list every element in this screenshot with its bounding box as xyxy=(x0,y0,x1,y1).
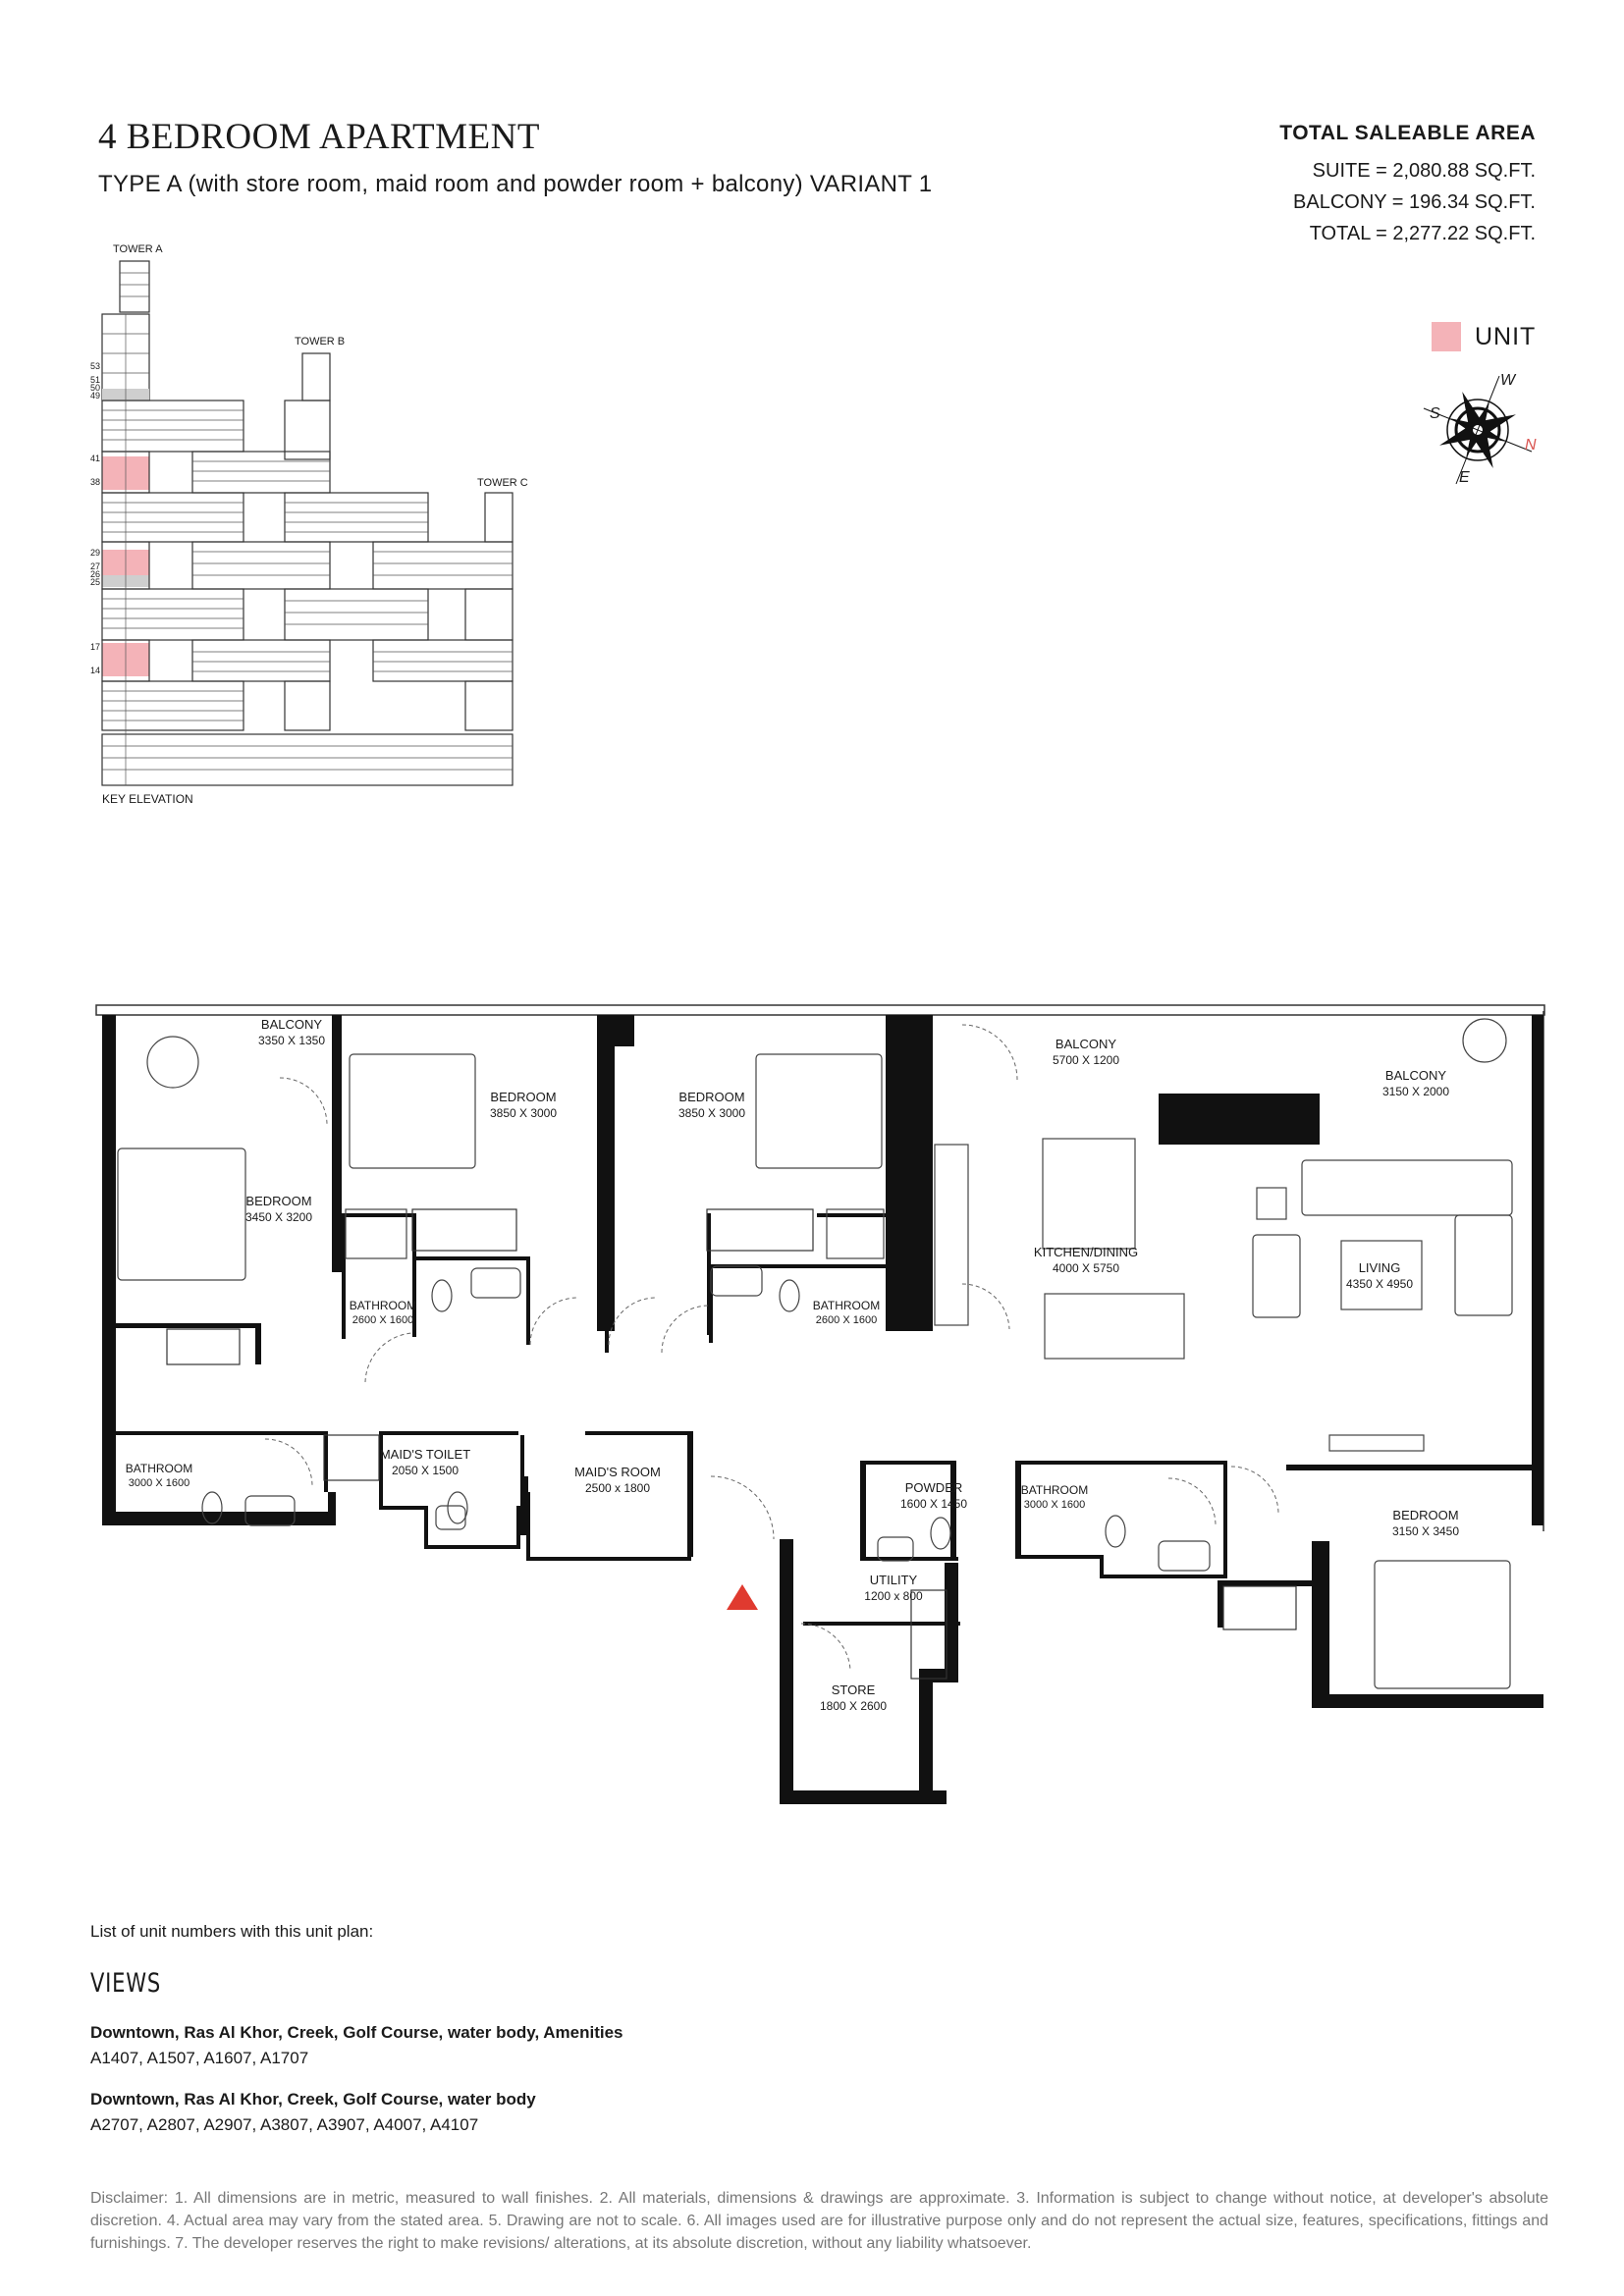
view-group xyxy=(90,2020,623,2071)
floor-label: 50 xyxy=(90,383,101,393)
room-dim: 3000 X 1600 xyxy=(128,1477,190,1489)
room-name: BATHROOM xyxy=(349,1299,417,1312)
room-name: BEDROOM xyxy=(678,1090,745,1104)
floor-label: 14 xyxy=(90,666,101,675)
floor-label: 26 xyxy=(90,569,101,579)
disclaimer: Disclaimer: 1. All dimensions are in metric, measured to wall finishes. 2. All materials, dimensions & drawings are approximate. 3. Information is subject to change without notice, at developer's absolute discretion. 4. Actual area may vary from the stated area. 5. Drawing are not to scale. 6. All images used are for illustrative purpose only and do not represent the actual size, features, specifications, fittings and furnishings. 7. The developer reserves the right to make revisions/ alterations, at its absolute discretion, without any liability whatsoever. xyxy=(90,2190,1548,2252)
view-group-units: A2707, A2807, A2907, A3807, A3907, A4007, A4107 xyxy=(90,2115,479,2134)
tower-a-crown xyxy=(120,261,149,312)
floor-label: 17 xyxy=(90,642,101,652)
compass-e-label: E xyxy=(1459,469,1470,486)
entrance-marker-icon xyxy=(727,1584,758,1610)
room-dim: 3850 X 3000 xyxy=(677,1106,746,1120)
tower-b-wing-1 xyxy=(192,452,330,493)
floor-label: 38 xyxy=(90,477,101,487)
view-group-units: A1407, A1507, A1607, A1707 xyxy=(90,2049,309,2067)
tower-b-wing-5 xyxy=(192,640,330,681)
room-dim: 3350 X 1350 xyxy=(257,1034,326,1047)
units-intro: List of unit numbers with this unit plan: xyxy=(90,1922,374,1941)
room-dim: 3150 X 2000 xyxy=(1381,1085,1450,1098)
room-name: BEDROOM xyxy=(490,1090,557,1104)
tower-c-crown xyxy=(485,493,513,542)
room-dim: 3850 X 3000 xyxy=(489,1106,558,1120)
room-name: MAID'S TOILET xyxy=(379,1447,471,1462)
views-heading: VIEWS xyxy=(90,1968,162,1999)
room-name: MAID'S ROOM xyxy=(574,1465,661,1479)
room-dim: 1200 x 800 xyxy=(864,1589,923,1603)
room-dim: 3450 X 3200 xyxy=(244,1210,313,1224)
tower-b-label: TOWER B xyxy=(295,336,346,347)
tower-c-wing-1 xyxy=(373,542,513,589)
room-dim: 1800 X 2600 xyxy=(819,1699,888,1713)
tower-b-base xyxy=(285,681,330,730)
room-name: BALCONY xyxy=(1055,1037,1117,1051)
key-elevation xyxy=(90,243,528,806)
view-group-title: Downtown, Ras Al Khor, Creek, Golf Course, water body, Amenities xyxy=(90,2023,623,2042)
room-dim: 4350 X 4950 xyxy=(1345,1277,1414,1291)
living-furniture xyxy=(147,1019,1512,1451)
tower-b-wing-4 xyxy=(285,589,428,640)
room-dim: 3000 X 1600 xyxy=(1023,1499,1086,1511)
saleable-area-heading: TOTAL SALEABLE AREA xyxy=(1279,122,1536,144)
tower-c-mid xyxy=(465,589,513,640)
floor-label: 41 xyxy=(90,454,101,463)
view-group xyxy=(90,2087,536,2138)
room-name: BEDROOM xyxy=(1392,1508,1459,1522)
floor-label: 51 xyxy=(90,375,101,385)
floor-label: 27 xyxy=(90,561,101,571)
room-name: BATHROOM xyxy=(812,1299,881,1312)
tower-a-wing-3 xyxy=(102,589,244,640)
room-dim: 4000 X 5750 xyxy=(1052,1261,1120,1275)
room-name: KITCHEN/DINING xyxy=(1033,1245,1139,1259)
room-name: BATHROOM xyxy=(1020,1483,1089,1497)
tower-a-label: TOWER A xyxy=(113,243,163,255)
tower-a-wing-4 xyxy=(102,681,244,730)
tower-c-base xyxy=(465,681,513,730)
view-group-title: Downtown, Ras Al Khor, Creek, Golf Course, water body xyxy=(90,2090,536,2109)
structural-walls xyxy=(102,1015,1543,1804)
room-name: LIVING xyxy=(1358,1260,1401,1275)
tower-b-crown xyxy=(302,353,330,400)
tower-b-upper xyxy=(285,400,330,459)
room-name: UTILITY xyxy=(869,1573,918,1587)
room-name: BALCONY xyxy=(1384,1068,1447,1083)
suite-area: SUITE = 2,080.88 SQ.FT. xyxy=(1312,160,1536,182)
compass-rose-icon xyxy=(1424,376,1532,484)
room-name: BEDROOM xyxy=(245,1194,312,1208)
facade-glazing xyxy=(96,1005,1544,1015)
room-dim: 2600 X 1600 xyxy=(352,1314,414,1326)
compass-s-label: S xyxy=(1430,405,1440,422)
tower-a-wing-2 xyxy=(102,493,244,542)
floor-label: 29 xyxy=(90,548,101,558)
podium xyxy=(102,734,513,785)
page-subtitle: TYPE A (with store room, maid room and powder room + balcony) VARIANT 1 xyxy=(98,171,933,197)
compass-w-label: W xyxy=(1500,372,1516,389)
unit-legend-label: UNIT xyxy=(1475,322,1537,350)
room-dim: 3150 X 3450 xyxy=(1391,1524,1460,1538)
tower-a-wing-1 xyxy=(102,400,244,452)
floor-label: 53 xyxy=(90,361,101,371)
room-name: POWDER xyxy=(904,1480,963,1495)
tower-c-label: TOWER C xyxy=(477,477,528,489)
page-title: 4 BEDROOM APARTMENT xyxy=(98,117,540,157)
room-name: BALCONY xyxy=(260,1017,323,1032)
tower-b-wing-2 xyxy=(285,493,428,542)
room-name: STORE xyxy=(831,1682,876,1697)
floor-label: 25 xyxy=(90,577,101,587)
floor-label: 49 xyxy=(90,391,101,400)
compass-n-label: N xyxy=(1525,437,1537,454)
room-dim: 2600 X 1600 xyxy=(815,1314,878,1326)
tower-c-wing-2 xyxy=(373,640,513,681)
room-dim: 1600 X 1450 xyxy=(899,1497,968,1511)
beds xyxy=(118,1054,1510,1688)
total-area: TOTAL = 2,277.22 SQ.FT. xyxy=(1309,223,1536,244)
door-swings xyxy=(265,1025,1278,1671)
room-name: BATHROOM xyxy=(125,1462,193,1475)
tower-b-wing-3 xyxy=(192,542,330,589)
key-elevation-caption: KEY ELEVATION xyxy=(102,792,193,806)
floor-plan xyxy=(96,1005,1544,1804)
room-dim: 5700 X 1200 xyxy=(1052,1053,1120,1067)
room-dim: 2500 x 1800 xyxy=(584,1481,651,1495)
balcony-area: BALCONY = 196.34 SQ.FT. xyxy=(1293,191,1536,213)
room-dim: 2050 X 1500 xyxy=(391,1464,460,1477)
